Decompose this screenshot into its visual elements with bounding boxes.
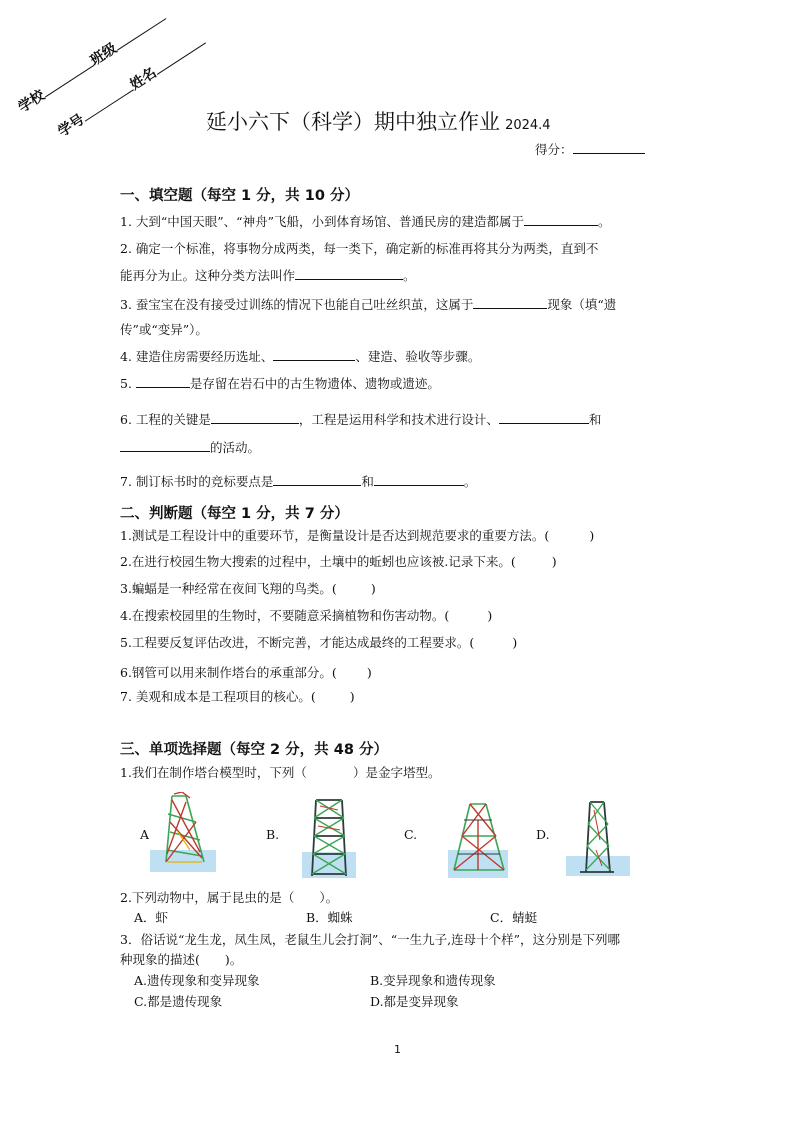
s3q1-answer[interactable] <box>307 764 353 777</box>
s3-question-3-cont: 种现象的描述( )。 <box>120 952 243 967</box>
s1q7-blank-2[interactable] <box>374 472 464 486</box>
s1q1-blank[interactable] <box>524 212 598 226</box>
s2-item-answer[interactable] <box>474 634 512 647</box>
s1q6-and: 和 <box>588 412 602 427</box>
s2-item-answer[interactable] <box>337 664 367 677</box>
section2-heading: 二、判断题（每空 1 分，共 7 分） <box>120 506 349 522</box>
s1q6-blank-1[interactable] <box>211 410 299 424</box>
s2-item-answer[interactable] <box>549 527 589 540</box>
s1q5-text: 是存留在岩石中的古生物遗体、遗物或遗迹。 <box>189 376 440 391</box>
s3-question-2: 2.下列动物中，属于昆虫的是（ ）。 <box>120 890 339 905</box>
s3q1-option-a-label: A <box>140 827 150 842</box>
page-number: 1 <box>394 1043 401 1056</box>
s2-item-close: ) <box>487 608 493 623</box>
s2-item-2 <box>120 553 557 571</box>
tower-b-image[interactable] <box>302 796 356 878</box>
s3q2-option-b[interactable]: B．蜘蛛 <box>306 910 353 925</box>
s2-item-7 <box>120 688 355 706</box>
s3-question-1 <box>120 764 440 782</box>
s1-question-3 <box>120 295 616 314</box>
s1q6-blank-2[interactable] <box>499 410 589 424</box>
page-title: 延小六下（科学）期中独立作业 <box>206 110 500 134</box>
s3q1-option-d-label: D. <box>536 827 550 842</box>
s2-item-text: 4.在搜索校园里的生物时，不要随意采摘植物和伤害动物。( <box>120 608 450 623</box>
s2-item-text: 3.蝙蝠是一种经常在夜间飞翔的鸟类。( <box>120 581 337 596</box>
s1q6-end: 的活动。 <box>210 440 261 455</box>
s1q1-text: 1. 大到“中国天眼”、“神舟”飞船，小到体育场馆、普通民房的建造都属于 <box>120 214 524 229</box>
s2-item-text: 5.工程要反复评估改进，不断完善，才能达成最终的工程要求。( <box>120 635 475 650</box>
s1-question-6 <box>120 410 601 429</box>
page-date: 2024.4 <box>505 118 551 133</box>
tower-c-image[interactable] <box>448 800 514 878</box>
s2-item-answer[interactable] <box>316 688 350 701</box>
s2-item-close: ) <box>349 689 355 704</box>
s1q4-blank[interactable] <box>273 347 355 361</box>
class-field[interactable] <box>111 8 167 50</box>
s1q2-blank[interactable] <box>295 266 403 280</box>
s1-question-7 <box>120 472 476 491</box>
s2-item-text: 6.钢管可以用来制作塔台的承重部分。( <box>120 665 337 680</box>
score-label: 得分： <box>535 142 573 157</box>
s1q6-text-b: ，工程是运用科学和技术进行设计、 <box>298 412 499 427</box>
s1q4-text: 4. 建造住房需要经历选址、 <box>120 349 274 364</box>
s1q5-blank[interactable] <box>136 374 190 388</box>
s2-item-close: ) <box>589 528 595 543</box>
s1q3-blank[interactable] <box>473 295 547 309</box>
s1-question-3-cont: 传”或“变异”）。 <box>120 322 208 337</box>
s1-question-2: 2. 确定一个标准，将事物分成两类，每一类下，确定新的标准再将其分为两类，直到不 <box>120 241 599 256</box>
name-field[interactable] <box>150 32 206 74</box>
s2-item-close: ) <box>512 635 518 650</box>
score-field[interactable] <box>573 140 645 154</box>
s3q2-option-c[interactable]: C．蜻蜓 <box>490 910 538 925</box>
s2-item-1 <box>120 527 594 545</box>
s1q5-num: 5. <box>120 376 132 391</box>
s1-question-5 <box>120 374 440 393</box>
s2-item-answer[interactable] <box>449 607 487 620</box>
s3q2-option-a[interactable]: A．虾 <box>134 910 169 925</box>
s1q2-end: 。 <box>403 268 416 283</box>
s1q7-blank-1[interactable] <box>273 472 361 486</box>
s2-item-answer[interactable] <box>516 553 552 566</box>
s2-item-text: 7. 美观和成本是工程项目的核心。( <box>120 689 316 704</box>
s2-item-4 <box>120 607 492 625</box>
s1q7-and: 和 <box>361 474 374 489</box>
section1-heading: 一、填空题（每空 1 分，共 10 分） <box>120 188 359 204</box>
section3-heading: 三、单项选择题（每空 2 分，共 48 分） <box>120 742 388 758</box>
score-row <box>535 140 645 159</box>
student-info-block <box>14 2 203 159</box>
s2-item-6 <box>120 664 372 682</box>
s1q3-text-b: 现象（填“遗 <box>547 297 617 312</box>
s1q6-text: 6. 工程的关键是 <box>120 412 211 427</box>
tower-a-image[interactable] <box>150 792 216 872</box>
s2-item-close: ) <box>366 665 372 680</box>
s2-item-text: 2.在进行校园生物大搜索的过程中，土壤中的蚯蚓也应该被.记录下来。( <box>120 554 516 569</box>
class-label: 班级 <box>87 40 120 70</box>
s3q1-option-c-label: C. <box>404 827 418 842</box>
s1q4-end: 、建造、验收等步骤。 <box>355 349 481 364</box>
student-no-field[interactable] <box>78 79 134 121</box>
s1q7-text: 7. 制订标书时的竞标要点是 <box>120 474 274 489</box>
s3q1-end: ）是金字塔型。 <box>352 765 441 780</box>
school-label: 学校 <box>15 87 48 116</box>
s1q2-text: 能再分为止。这种分类方法叫作 <box>120 268 296 283</box>
s1q6-blank-3[interactable] <box>120 438 210 452</box>
s2-item-text: 1.测试是工程设计中的重要环节，是衡量设计是否达到规范要求的重要方法。( <box>120 528 550 543</box>
s2-item-3 <box>120 580 376 598</box>
s1-question-4 <box>120 347 480 366</box>
s2-item-close: ) <box>370 581 376 596</box>
name-label: 姓名 <box>127 64 160 94</box>
s3q3-option-b[interactable]: B.变异现象和遗传现象 <box>370 973 496 988</box>
s1q1-end: 。 <box>597 214 611 229</box>
s3-question-3: 3．俗话说“龙生龙，凤生凤，老鼠生儿会打洞”、“一生九子,连母十个样”，这分别是下列哪 <box>120 932 620 947</box>
student-no-label: 学号 <box>55 111 88 141</box>
s3q1-text: 1.我们在制作塔台模型时，下列（ <box>120 765 307 780</box>
s1q3-text: 3. 蚕宝宝在没有接受过训练的情况下也能自己吐丝织茧，这属于 <box>120 297 474 312</box>
s3q3-option-d[interactable]: D.都是变异现象 <box>370 994 459 1009</box>
s3q3-option-c[interactable]: C.都是遗传现象 <box>134 994 223 1009</box>
school-field[interactable] <box>39 55 95 97</box>
s1-question-2-cont <box>120 266 416 285</box>
s3q3-option-a[interactable]: A.遗传现象和变异现象 <box>134 973 260 988</box>
s2-item-answer[interactable] <box>337 580 371 593</box>
s2-item-close: ) <box>551 554 557 569</box>
s1-question-6-cont <box>120 438 260 457</box>
page-title-row <box>206 106 551 136</box>
s2-item-5 <box>120 634 517 652</box>
s1q7-end: 。 <box>463 474 477 489</box>
s1-question-1 <box>120 212 610 231</box>
tower-d-image[interactable] <box>566 800 630 878</box>
s3q1-option-b-label: B. <box>266 827 280 842</box>
